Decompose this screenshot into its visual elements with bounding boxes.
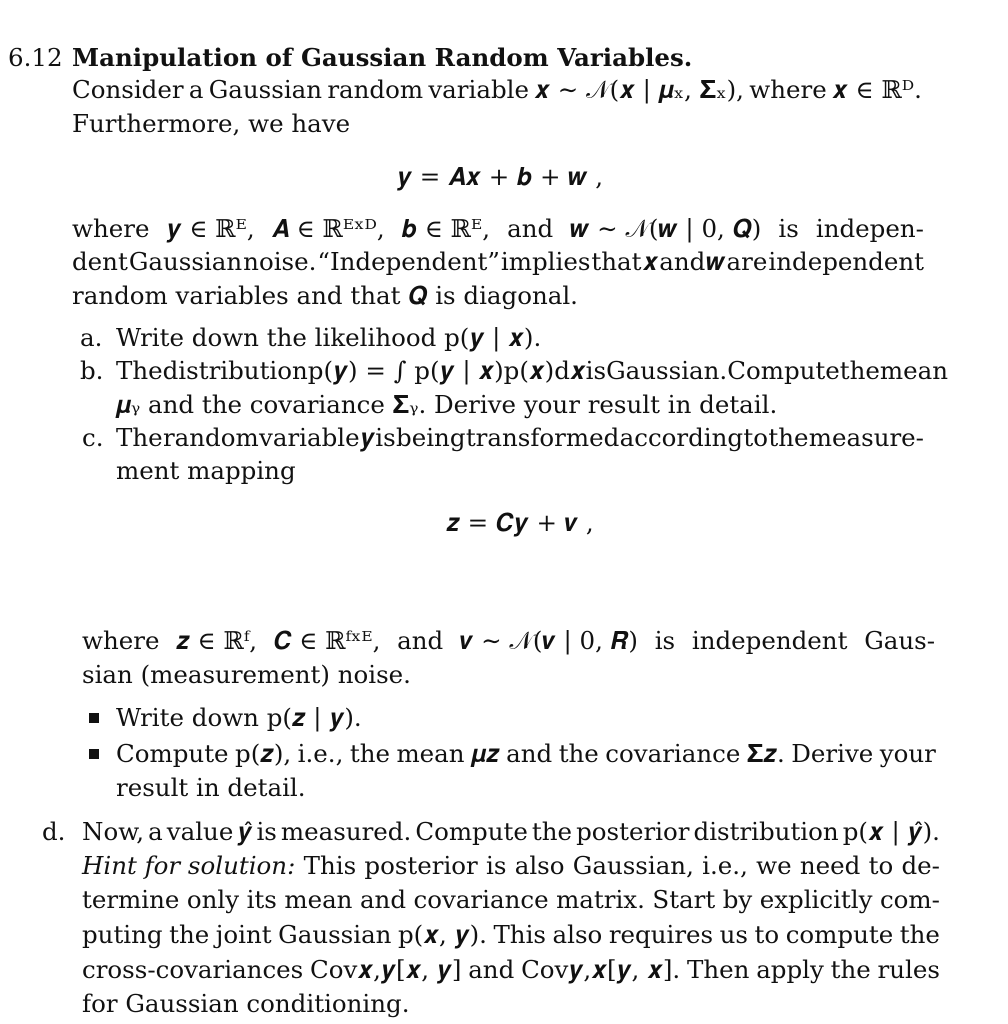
- bullet-2-line-1: [116, 738, 936, 770]
- word: and: [468, 955, 515, 984]
- part-b-line-1: [116, 355, 949, 387]
- word: posterior: [576, 817, 690, 846]
- word: The: [116, 356, 163, 385]
- word: independent: [691, 626, 848, 655]
- word: variable: [259, 423, 360, 452]
- exercise-number: 6.12: [8, 43, 63, 72]
- word: cross-covariances: [82, 955, 304, 984]
- word: compute: [785, 920, 894, 949]
- word: Then: [687, 955, 750, 984]
- word: Compute: [727, 356, 840, 385]
- exercise-title: Manipulation of Gaussian Random Variables.: [72, 43, 693, 72]
- word: p(𝒛),: [235, 739, 292, 768]
- word: random: [327, 75, 424, 104]
- part-b-label: b.: [80, 356, 104, 385]
- word: to: [743, 423, 769, 452]
- where-line-2: [72, 246, 924, 278]
- word: Gaussian,: [572, 851, 694, 880]
- word: puting: [82, 920, 163, 949]
- word: 𝒘: [706, 247, 726, 276]
- word: posterior: [364, 851, 478, 880]
- word: implies: [500, 247, 591, 276]
- word: dent: [72, 247, 128, 276]
- word: that: [591, 247, 642, 276]
- word: according: [619, 423, 744, 452]
- part-b-line-2: 𝝁ᵧ and the covariance 𝚺ᵧ. Derive your result in detail.: [116, 390, 778, 419]
- word: 𝒙 ∈ ℝᴰ.: [831, 75, 922, 104]
- word: variable: [428, 75, 529, 104]
- part-c-where-line-2: sian (measurement) noise.: [82, 660, 411, 689]
- word: covariance: [413, 885, 549, 914]
- word: and: [506, 739, 553, 768]
- word: termine: [82, 885, 180, 914]
- word: Gaussian.: [606, 356, 728, 385]
- part-a-label: a.: [80, 323, 103, 352]
- word: where: [82, 626, 160, 655]
- word: “Independent”: [317, 247, 500, 276]
- word: Consider: [72, 75, 184, 104]
- word: only: [186, 885, 240, 914]
- word: distribution: [162, 356, 308, 385]
- word: 𝒗 ∼ 𝒩(𝒗 | 0, 𝑹): [460, 626, 638, 655]
- bullet-1-text: Write down p(𝒛 | 𝒚).: [116, 703, 362, 732]
- word: apply: [756, 955, 824, 984]
- word: also: [552, 920, 603, 949]
- part-d-line-6: for Gaussian conditioning.: [82, 989, 410, 1018]
- word: the: [349, 739, 390, 768]
- part-c-label: c.: [82, 423, 104, 452]
- intro-line-1: [72, 74, 922, 106]
- word: by: [722, 885, 753, 914]
- word: covariance: [605, 739, 741, 768]
- word: mean: [284, 885, 353, 914]
- word: matrix.: [556, 885, 645, 914]
- word: is: [654, 626, 676, 655]
- intro-line-2: Furthermore, we have: [72, 109, 351, 138]
- word: Gaussian: [278, 920, 392, 949]
- part-d-line-3: [82, 884, 940, 916]
- word: Now,: [82, 817, 145, 846]
- word: This: [303, 851, 357, 880]
- word: measured.: [280, 817, 412, 846]
- word: 𝑨 ∈ ℝᴱˣᴰ,: [271, 214, 385, 243]
- word: a: [148, 817, 163, 846]
- word: de-: [901, 851, 940, 880]
- word: This: [493, 920, 546, 949]
- word: requires: [608, 920, 714, 949]
- word: your: [879, 739, 936, 768]
- word: is: [375, 423, 396, 452]
- word: Start: [652, 885, 716, 914]
- word: where: [749, 75, 827, 104]
- word: the: [839, 356, 880, 385]
- word: to: [868, 851, 894, 880]
- word: i.e.,: [297, 739, 344, 768]
- word: 𝒙 ∼ 𝒩(𝒙 | 𝝁ₓ, 𝚺ₓ),: [534, 75, 744, 104]
- part-d-line-4: [82, 919, 940, 951]
- word: Cov𝒚,𝒙[𝒚, 𝒙].: [521, 955, 681, 984]
- part-c-line-2: ment mapping: [116, 456, 296, 485]
- word: rules: [877, 955, 940, 984]
- where-line-3: random variables and that 𝑸 is diagonal.: [72, 281, 578, 310]
- bullet-marker: [89, 713, 99, 723]
- word: and: [507, 214, 554, 243]
- word: Gaus-: [864, 626, 935, 655]
- word: 𝒙: [642, 247, 659, 276]
- word: mean: [879, 356, 949, 385]
- word: 𝒘 ∼ 𝒩(𝒘 | 0, 𝑸): [570, 214, 762, 243]
- part-d-line-2: [82, 850, 940, 882]
- part-d-line-1: [82, 816, 940, 848]
- word: value: [166, 817, 234, 846]
- word: are: [726, 247, 768, 276]
- hint-label: Hint for solution:: [82, 851, 296, 880]
- word: p(𝒙, 𝒚).: [398, 920, 487, 949]
- word: and: [397, 626, 444, 655]
- word: Gaussian: [128, 247, 243, 276]
- word: being: [396, 423, 466, 452]
- word: explicitly: [759, 885, 873, 914]
- word: noise.: [243, 247, 317, 276]
- word: i.e.,: [702, 851, 748, 880]
- word: 𝒃 ∈ ℝᴱ,: [401, 214, 491, 243]
- word: is: [486, 851, 507, 880]
- word: the: [558, 739, 599, 768]
- word: is: [778, 214, 799, 243]
- word: random: [162, 423, 259, 452]
- word: us: [719, 920, 749, 949]
- word: where: [72, 214, 150, 243]
- word: indepen-: [815, 214, 924, 243]
- where-line-1: [72, 213, 924, 245]
- part-c-where-line-1: [82, 625, 935, 657]
- word: The: [116, 423, 163, 452]
- word: and: [659, 247, 706, 276]
- word: and: [359, 885, 407, 914]
- word: joint: [215, 920, 272, 949]
- word: Cov𝒙,𝒚[𝒙, 𝒚]: [310, 955, 462, 984]
- word: Compute: [116, 739, 229, 768]
- word: the: [768, 423, 809, 452]
- word: distribution: [693, 817, 839, 846]
- word: 𝝁𝒛: [471, 739, 500, 768]
- word: a: [188, 75, 204, 104]
- part-d-line-5: [82, 954, 940, 986]
- word: Compute: [415, 817, 528, 846]
- word: 𝚺𝒛.: [746, 739, 785, 768]
- word: the: [531, 817, 573, 846]
- part-c-line-1: [116, 422, 924, 454]
- part-a-text: Write down the likelihood p(𝒚 | 𝒙).: [116, 323, 542, 352]
- word: transformed: [465, 423, 620, 452]
- word: 𝒚̂: [237, 817, 253, 846]
- word: mean: [396, 739, 465, 768]
- word: the: [830, 955, 871, 984]
- equation-y: 𝒚 = 𝑨𝒙 + 𝒃 + 𝒘 ,: [396, 162, 604, 191]
- word: is: [585, 356, 607, 385]
- word: its: [246, 885, 277, 914]
- word: is: [256, 817, 277, 846]
- equation-z: 𝒛 = 𝑪𝒚 + 𝒗 ,: [446, 508, 594, 537]
- word: also: [514, 851, 565, 880]
- word: Gaussian: [208, 75, 323, 104]
- word: the: [899, 920, 940, 949]
- bullet-2-line-2: result in detail.: [116, 773, 306, 802]
- word: 𝑪 ∈ ℝᶠˣᴱ,: [273, 626, 381, 655]
- word: 𝒚: [359, 423, 375, 452]
- word: need: [799, 851, 861, 880]
- word: 𝒚 ∈ ℝᴱ,: [166, 214, 255, 243]
- word: the: [169, 920, 210, 949]
- word: independent: [768, 247, 924, 276]
- word: 𝒛 ∈ ℝᶠ,: [176, 626, 258, 655]
- bullet-marker: [89, 749, 99, 759]
- word: p(𝒚) = ∫ p(𝒚 | 𝒙)p(𝒙)d𝒙: [307, 356, 586, 385]
- word: Derive: [791, 739, 874, 768]
- word: we: [756, 851, 792, 880]
- word: com-: [879, 885, 940, 914]
- word: measure-: [808, 423, 924, 452]
- word: to: [754, 920, 780, 949]
- part-d-label: d.: [42, 817, 66, 846]
- word: p(𝒙 | 𝒚̂).: [842, 817, 940, 846]
